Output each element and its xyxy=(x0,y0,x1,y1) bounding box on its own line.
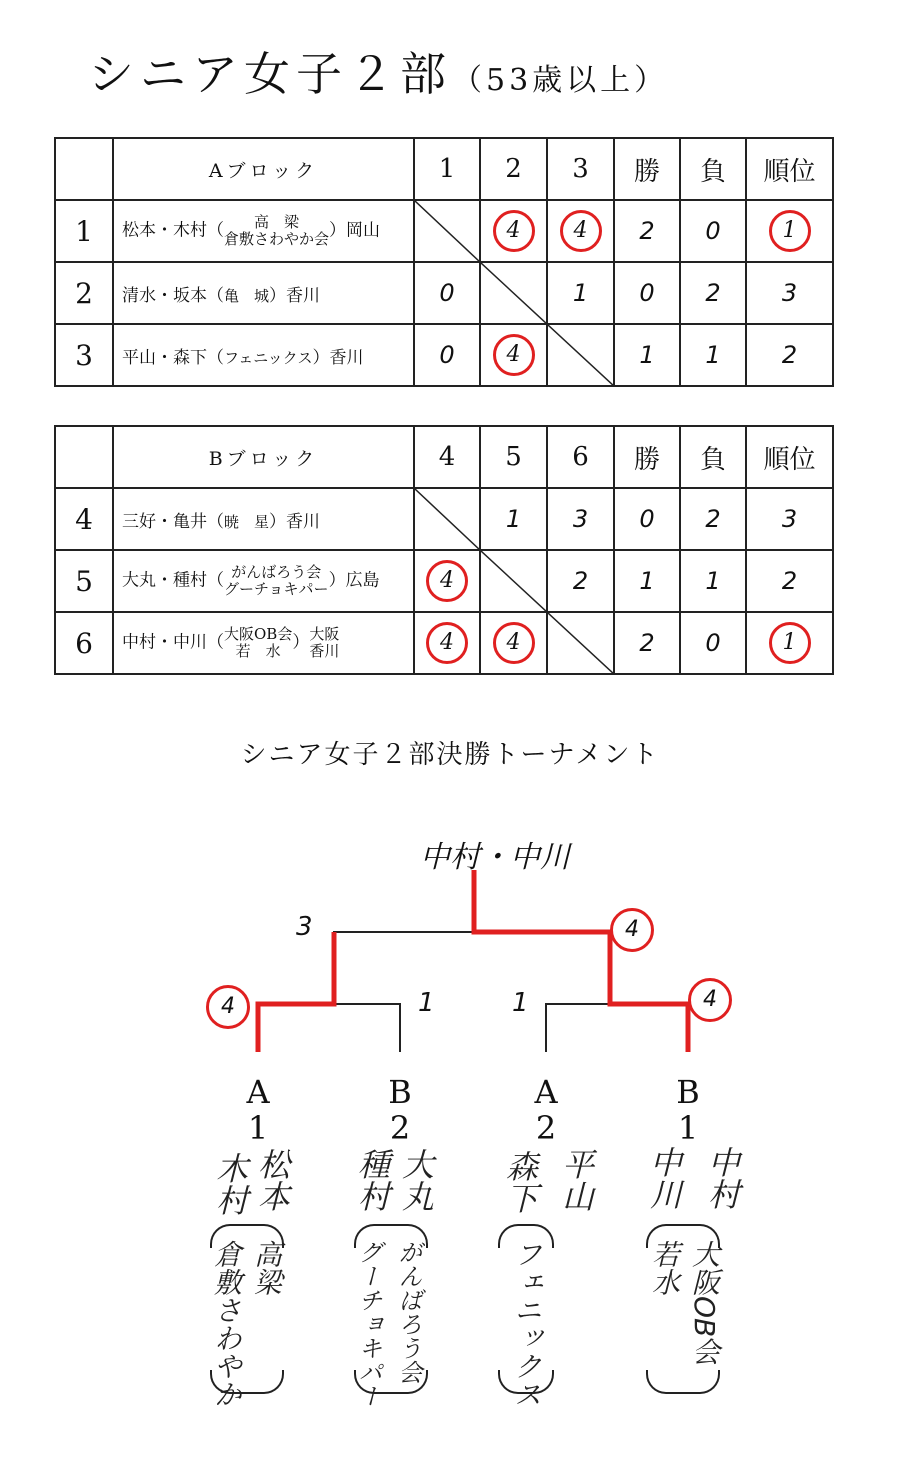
prefecture-group xyxy=(309,626,339,660)
losses-value: 2 xyxy=(680,262,746,324)
table-row xyxy=(55,262,833,324)
win-header: 勝 xyxy=(614,138,680,200)
title-main: シニア女子２部 xyxy=(88,47,452,101)
row-number: 4 xyxy=(55,488,113,550)
score-cell xyxy=(414,612,480,674)
score-cell xyxy=(480,324,547,386)
club-name: フェニックス xyxy=(224,348,313,367)
entry-player-1: 松本 xyxy=(253,1148,291,1212)
entry-block: B xyxy=(676,1073,700,1111)
block-name: Aブロック xyxy=(113,138,414,200)
player-names: 大丸・種村（ xyxy=(122,570,224,591)
score-cell: 1 xyxy=(547,262,614,324)
table-row xyxy=(55,488,833,550)
entry-club-1: がんばろう会 xyxy=(394,1240,422,1384)
wins-value: 0 xyxy=(614,488,680,550)
team-cell xyxy=(113,550,414,612)
row-number: 5 xyxy=(55,550,113,612)
champion-name: 中村・中川 xyxy=(420,840,570,875)
entry-seed: 1 xyxy=(677,1109,699,1147)
block-header-row xyxy=(55,138,833,200)
team-cell xyxy=(113,488,414,550)
wins-value: 1 xyxy=(614,324,680,386)
entry-club-1: 大阪OB会 xyxy=(688,1240,721,1366)
prefecture: 香川 xyxy=(286,511,321,532)
entry-club-2: グーチョキパー xyxy=(354,1240,382,1408)
final-left-score: 3 xyxy=(296,912,313,942)
score-cell xyxy=(547,200,614,262)
row-number: 1 xyxy=(55,200,113,262)
score-cell: 1 xyxy=(480,488,547,550)
club-group xyxy=(224,214,329,248)
team-cell xyxy=(113,324,414,386)
entry-player-1: 中村 xyxy=(703,1146,741,1210)
paren-close: ） xyxy=(312,347,330,368)
entry-club-2: 倉敷さわやか xyxy=(210,1240,243,1408)
win-circle: 4 xyxy=(493,622,535,664)
rank-value: 3 xyxy=(746,488,833,550)
self-cell xyxy=(414,488,480,550)
paren-close: ） xyxy=(269,511,287,532)
club-group xyxy=(224,626,292,660)
win-circle: 4 xyxy=(493,210,535,252)
score-cell xyxy=(480,612,547,674)
col-header: 2 xyxy=(480,138,547,200)
prefecture: 香川 xyxy=(329,347,364,368)
prefecture: 大阪 xyxy=(309,625,340,643)
entry-player-2: 木村 xyxy=(211,1152,249,1216)
club-name-2: 倉敷さわやか会 xyxy=(224,230,330,248)
paren-close: ） xyxy=(292,632,310,653)
losses-value: 1 xyxy=(680,550,746,612)
entry-club-1: 高梁 xyxy=(250,1240,283,1296)
paren-close: ） xyxy=(329,220,347,241)
club-group xyxy=(224,350,313,367)
col-header: 1 xyxy=(414,138,480,200)
sf1-right-score: 1 xyxy=(418,988,435,1018)
win-circle: 4 xyxy=(493,334,535,376)
block-a-table xyxy=(54,137,834,387)
losses-value: 2 xyxy=(680,488,746,550)
tournament-title: シニア女子２部決勝トーナメント xyxy=(240,740,660,770)
score-cell: 0 xyxy=(414,262,480,324)
club-group xyxy=(224,564,329,598)
bracket-line-final xyxy=(334,932,610,1004)
final-right-score: 4 xyxy=(610,908,654,952)
score-cell: 2 xyxy=(547,550,614,612)
self-cell xyxy=(414,200,480,262)
block-header-row xyxy=(55,426,833,488)
header-corner xyxy=(55,426,113,488)
wins-value: 1 xyxy=(614,550,680,612)
row-number: 3 xyxy=(55,324,113,386)
entry-seed: 1 xyxy=(247,1109,269,1147)
club-name: がんばろう会 xyxy=(231,563,322,581)
rank-value: 3 xyxy=(746,262,833,324)
self-cell xyxy=(547,324,614,386)
club-name: 亀 城 xyxy=(224,286,270,305)
block-b-table xyxy=(54,425,834,675)
sf2-right-score: 4 xyxy=(688,978,732,1022)
score-cell xyxy=(414,550,480,612)
self-cell xyxy=(480,550,547,612)
winner-path-sf1 xyxy=(258,932,334,1052)
self-cell xyxy=(480,262,547,324)
club-group xyxy=(224,288,269,305)
sf1-left-score: 4 xyxy=(206,985,250,1029)
entry-block: A xyxy=(246,1073,270,1111)
entry-player-2: 種村 xyxy=(353,1148,391,1212)
club-group xyxy=(224,514,269,531)
win-circle: 4 xyxy=(426,560,468,602)
col-header: 4 xyxy=(414,426,480,488)
sf2-left-score: 1 xyxy=(512,988,529,1018)
score-cell: 3 xyxy=(547,488,614,550)
wins-value: 2 xyxy=(614,200,680,262)
team-cell xyxy=(113,612,414,674)
bracket-line-left xyxy=(258,1004,400,1052)
losses-value: 0 xyxy=(680,612,746,674)
team-cell xyxy=(113,200,414,262)
row-number: 2 xyxy=(55,262,113,324)
rank-circle: 1 xyxy=(769,622,811,664)
loss-header: 負 xyxy=(680,138,746,200)
table-row xyxy=(55,612,833,674)
entry-club-2: 若水 xyxy=(648,1240,681,1296)
prefecture-2: 香川 xyxy=(309,642,340,660)
wins-value: 0 xyxy=(614,262,680,324)
block-name: Bブロック xyxy=(113,426,414,488)
score-cell: 0 xyxy=(414,324,480,386)
player-names: 松本・木村（ xyxy=(122,220,224,241)
losses-value: 1 xyxy=(680,324,746,386)
loss-header: 負 xyxy=(680,426,746,488)
entry-player-1: 大丸 xyxy=(397,1148,435,1212)
entry-player-2: 森下 xyxy=(501,1150,539,1214)
prefecture: 香川 xyxy=(286,285,321,306)
entry-club-1: フェニックス xyxy=(510,1240,543,1408)
title-sub: （53歳以上） xyxy=(452,63,669,98)
club-name: 暁 星 xyxy=(224,512,270,531)
rank-header: 順位 xyxy=(746,426,833,488)
table-row xyxy=(55,550,833,612)
header-corner xyxy=(55,138,113,200)
col-header: 6 xyxy=(547,426,614,488)
player-names: 中村・中川（ xyxy=(122,632,224,653)
rank-value: 2 xyxy=(746,324,833,386)
winner-path-champion xyxy=(474,870,688,1052)
rank-value xyxy=(746,200,833,262)
score-cell xyxy=(480,200,547,262)
entry-block: B xyxy=(388,1073,412,1111)
entry-block: A xyxy=(534,1073,558,1111)
bracket-line-right xyxy=(546,1004,688,1052)
page-title xyxy=(88,38,668,104)
entry-player-1: 平山 xyxy=(557,1148,595,1212)
prefecture: 広島 xyxy=(345,570,380,591)
entry-player-2: 中川 xyxy=(645,1146,683,1210)
club-name-2: グーチョキパー xyxy=(224,580,329,598)
rank-value xyxy=(746,612,833,674)
table-row xyxy=(55,324,833,386)
col-header: 5 xyxy=(480,426,547,488)
player-names: 清水・坂本（ xyxy=(122,285,224,306)
table-row xyxy=(55,200,833,262)
wins-value: 2 xyxy=(614,612,680,674)
self-cell xyxy=(547,612,614,674)
club-name: 大阪OB会 xyxy=(224,625,293,643)
player-names: 平山・森下（ xyxy=(122,347,224,368)
paren-close: ） xyxy=(328,570,346,591)
club-name-2: 若 水 xyxy=(235,642,281,660)
col-header: 3 xyxy=(547,138,614,200)
entry-seed: 2 xyxy=(535,1109,557,1147)
player-names: 三好・亀井（ xyxy=(122,511,224,532)
club-name: 高 梁 xyxy=(254,213,300,231)
losses-value: 0 xyxy=(680,200,746,262)
win-circle: 4 xyxy=(560,210,602,252)
rank-value: 2 xyxy=(746,550,833,612)
team-cell xyxy=(113,262,414,324)
row-number: 6 xyxy=(55,612,113,674)
rank-circle: 1 xyxy=(769,210,811,252)
win-header: 勝 xyxy=(614,426,680,488)
rank-header: 順位 xyxy=(746,138,833,200)
paren-close: ） xyxy=(269,285,287,306)
entry-seed: 2 xyxy=(389,1109,411,1147)
prefecture: 岡山 xyxy=(346,220,381,241)
win-circle: 4 xyxy=(426,622,468,664)
